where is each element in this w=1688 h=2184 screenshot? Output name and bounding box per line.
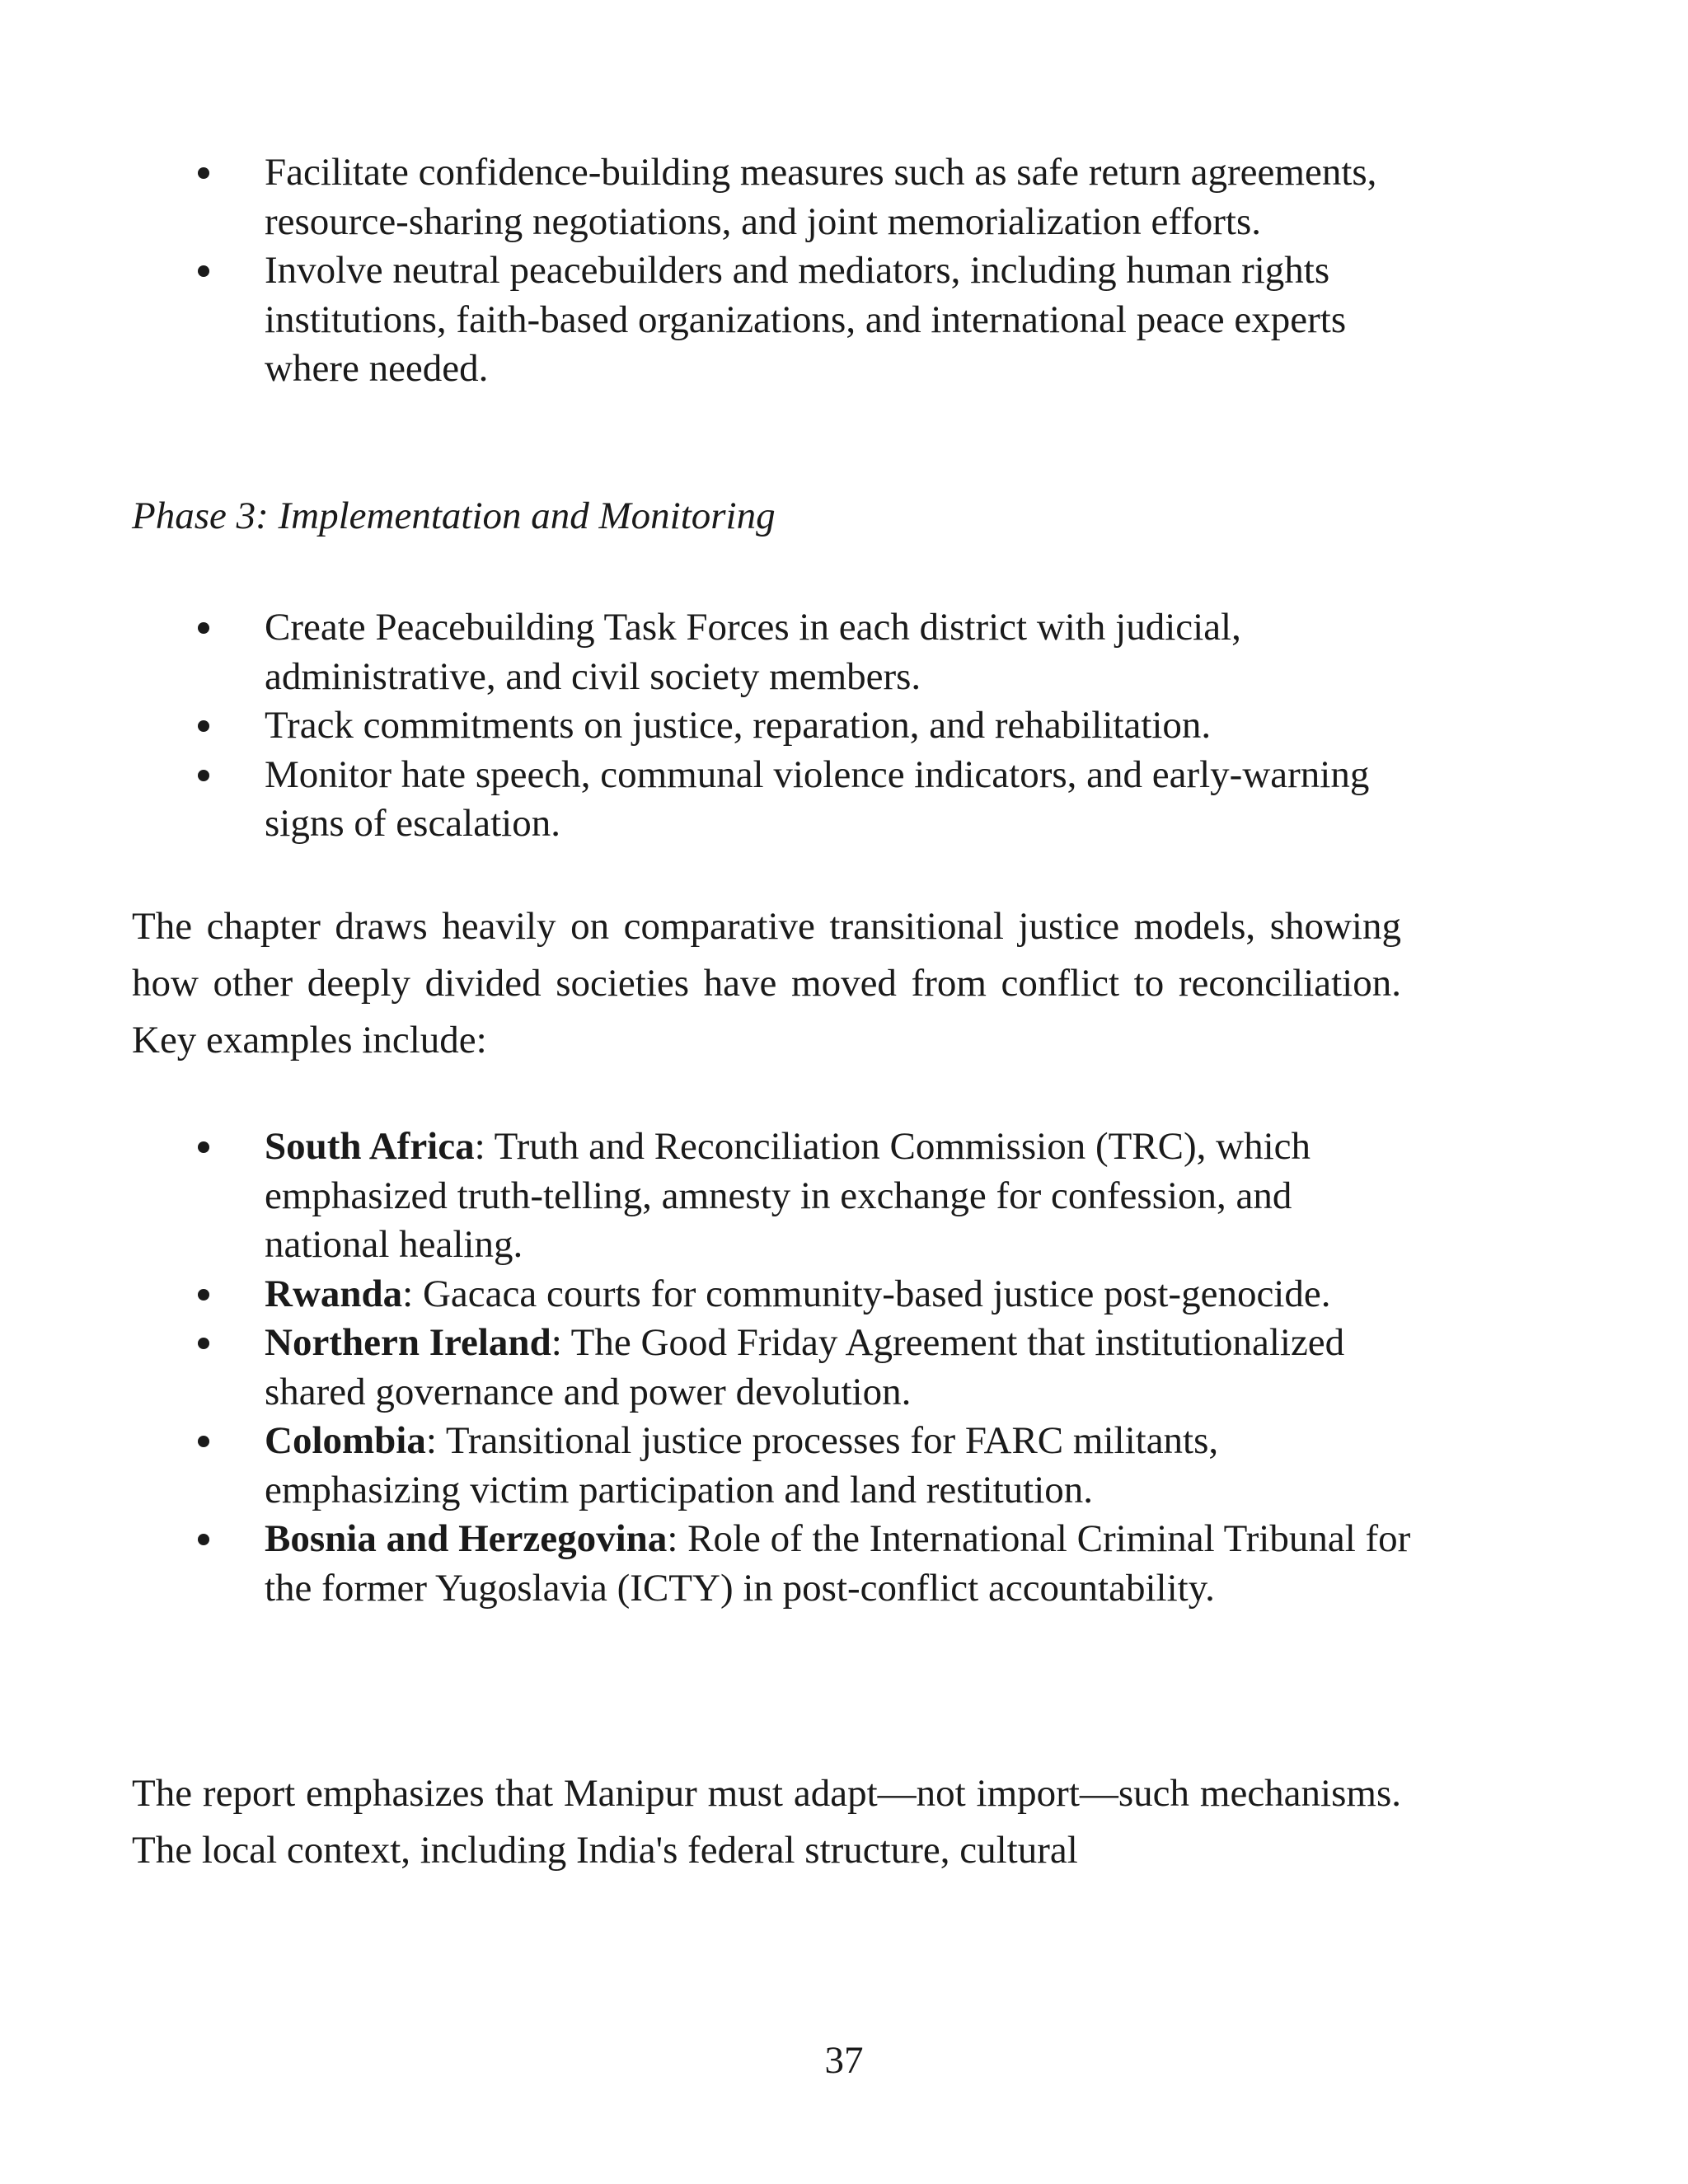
list-item-text: Track commitments on justice, reparation, and rehabilitation. bbox=[265, 704, 1212, 747]
list-item bbox=[132, 1417, 1418, 1515]
bullet-icon bbox=[198, 770, 209, 781]
example-country: Bosnia and Herzegovina bbox=[265, 1517, 668, 1560]
implementation-list bbox=[132, 603, 1418, 849]
list-item bbox=[132, 751, 1418, 849]
bullet-icon bbox=[198, 1289, 209, 1301]
list-item-text: Create Peacebuilding Task Forces in each district with judicial, administrative, and civil society members. bbox=[265, 606, 1241, 698]
confidence-building-list bbox=[132, 148, 1418, 394]
phase-heading: Phase 3: Implementation and Monitoring bbox=[132, 494, 776, 537]
bullet-icon bbox=[198, 1436, 209, 1447]
list-item-text: Facilitate confidence-building measures such as safe return agreements, resource-sharing negotiations, and joint memorialization efforts. bbox=[265, 151, 1377, 243]
example-country: South Africa bbox=[265, 1125, 475, 1168]
bullet-icon bbox=[198, 1534, 209, 1545]
example-description: : Transitional justice processes for FARC militants, emphasizing victim participation and land restitution. bbox=[265, 1419, 1219, 1511]
example-country: Colombia bbox=[265, 1419, 426, 1462]
list-item bbox=[132, 1270, 1418, 1319]
example-description: : The Good Friday Agreement that institutionalized shared governance and power devolution. bbox=[265, 1321, 1345, 1413]
list-item-text: Involve neutral peacebuilders and mediators, including human rights institutions, faith-based organizations, and international peace experts where needed. bbox=[265, 249, 1347, 390]
example-description: : Role of the International Criminal Tribunal for the former Yugoslavia (ICTY) in post-conflict accountability. bbox=[265, 1517, 1411, 1610]
list-item-text: Monitor hate speech, communal violence indicators, and early-warning signs of escalation. bbox=[265, 752, 1370, 845]
comparative-examples-list bbox=[132, 1122, 1418, 1613]
example-description: : Gacaca courts for community-based justice post-genocide. bbox=[402, 1272, 1331, 1315]
list-item bbox=[132, 603, 1418, 701]
bullet-icon bbox=[198, 622, 209, 634]
list-item bbox=[132, 1515, 1418, 1613]
list-item bbox=[132, 701, 1418, 751]
example-country: Northern Ireland bbox=[265, 1321, 551, 1364]
list-item bbox=[132, 148, 1418, 246]
bullet-icon bbox=[198, 265, 209, 277]
body-paragraph: The report emphasizes that Manipur must adapt—not import—such mechanisms. The local context, including India's federal structure, cultural bbox=[132, 1772, 1401, 1872]
example-country: Rwanda bbox=[265, 1272, 403, 1315]
list-item bbox=[132, 1122, 1418, 1270]
bullet-icon bbox=[198, 167, 209, 179]
example-description: : Truth and Reconciliation Commission (TRC), which emphasized truth-telling, amnesty in exchange for confession, and national healing. bbox=[265, 1125, 1311, 1266]
body-paragraph: The chapter draws heavily on comparative transitional justice models, showing how other deeply divided societies have moved from conflict to reconciliation. Key examples include: bbox=[132, 905, 1401, 1062]
bullet-icon bbox=[198, 1338, 209, 1349]
page-number: 37 bbox=[824, 2039, 864, 2082]
bullet-icon bbox=[198, 720, 209, 732]
list-item bbox=[132, 1319, 1418, 1417]
list-item bbox=[132, 246, 1418, 394]
bullet-icon bbox=[198, 1141, 209, 1153]
